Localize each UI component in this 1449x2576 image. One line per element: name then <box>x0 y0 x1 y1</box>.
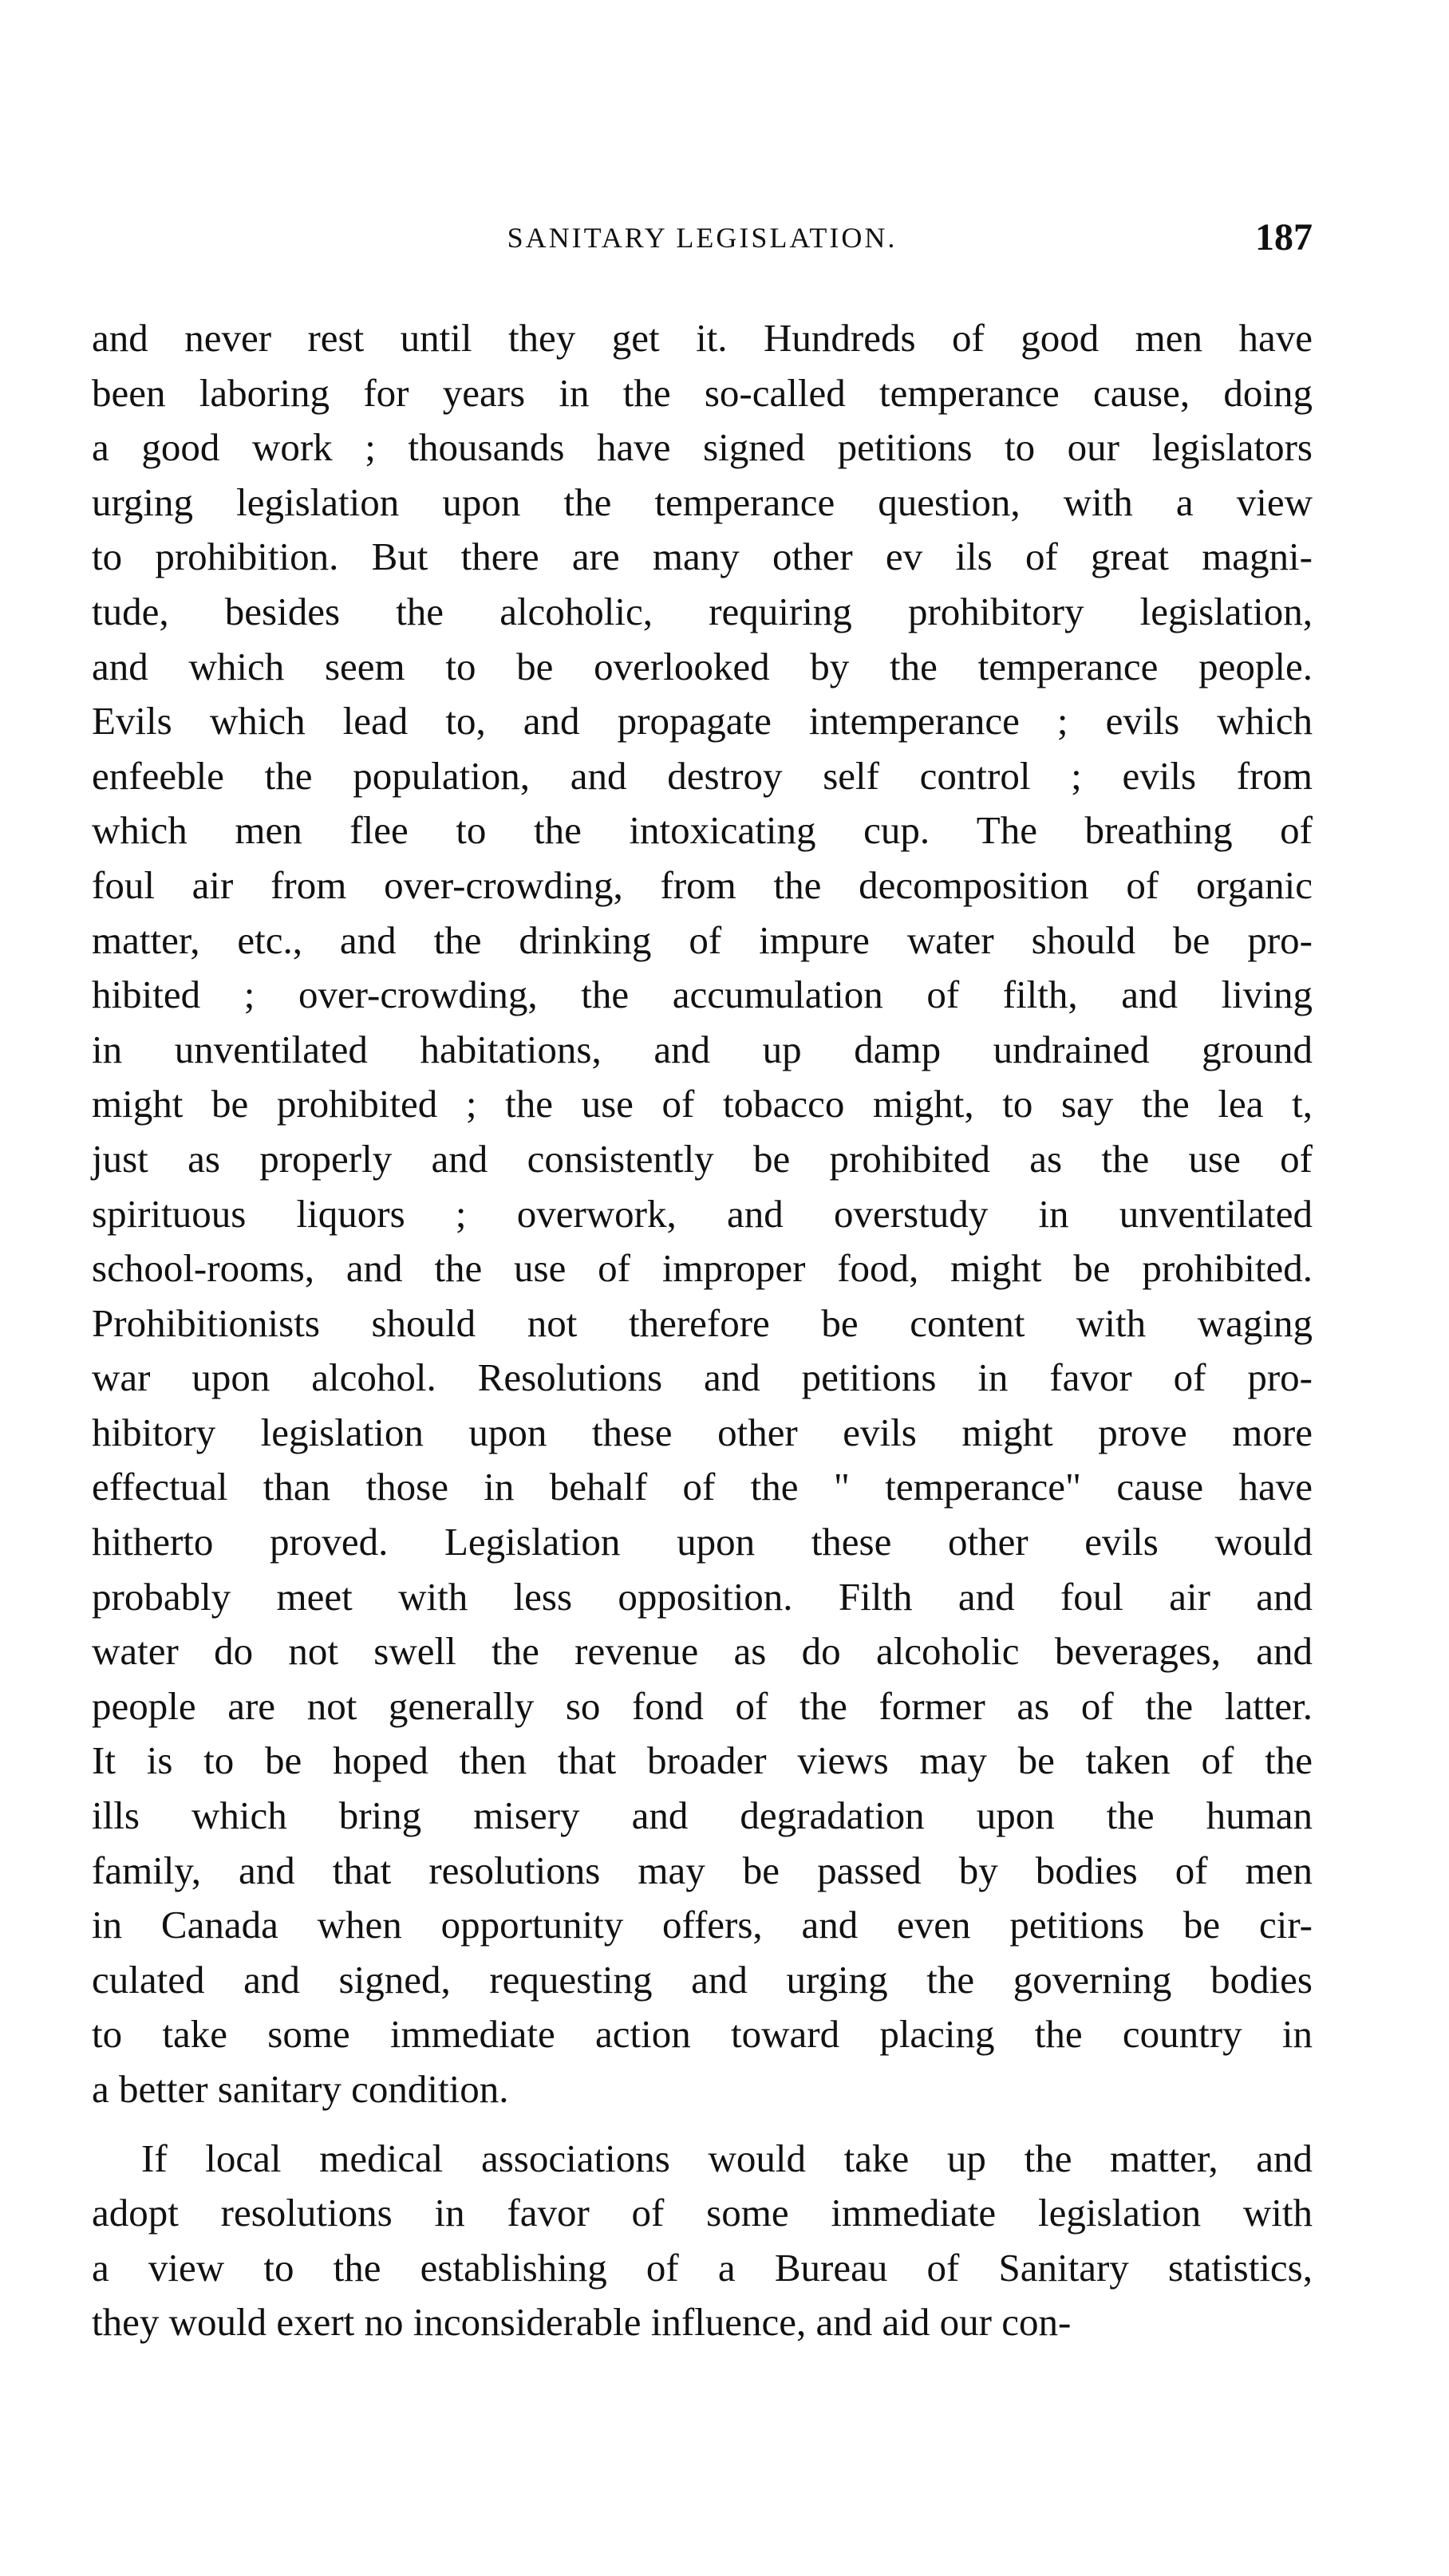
text-line: to prohibition. But there are many other ev ils of great magni- <box>92 535 1313 579</box>
text-line: war upon alcohol. Resolutions and petitions in favor of pro- <box>92 1355 1313 1400</box>
text-line: family, and that resolutions may be passed by bodies of men <box>92 1848 1313 1892</box>
text-line: hibitory legislation upon these other evils might prove more <box>92 1410 1313 1454</box>
text-line: just as properly and consistently be prohibited as the use of <box>92 1136 1313 1181</box>
text-line: water do not swell the revenue as do alcoholic beverages, and <box>92 1629 1313 1674</box>
page-number: 187 <box>1255 216 1313 258</box>
text-line: foul air from over-crowding, from the decomposition of organic <box>92 862 1313 907</box>
text-line: Evils which lead to, and propagate intemperance ; evils which <box>92 699 1313 744</box>
body-text <box>92 311 1313 2350</box>
running-head <box>92 214 1313 262</box>
text-line: Prohibitionists should not therefore be content with waging <box>92 1300 1313 1345</box>
text-line: to take some immediate action toward placing the country in <box>92 2012 1313 2057</box>
text-line: school-rooms, and the use of improper food, might be prohibited. <box>92 1246 1313 1291</box>
paragraph <box>92 2132 1313 2350</box>
running-title: SANITARY LEGISLATION. <box>507 222 898 254</box>
text-line: ills which bring misery and degradation upon the human <box>92 1793 1313 1838</box>
text-line: adopt resolutions in favor of some immediate legislation with <box>92 2191 1313 2235</box>
paragraph-gap <box>92 2117 1313 2132</box>
text-line: a view to the establishing of a Bureau of Sanitary statistics, <box>92 2245 1313 2290</box>
text-line: they would exert no inconsiderable influence, and aid our con- <box>92 2300 1072 2345</box>
text-line: urging legislation upon the temperance question, with a view <box>92 479 1313 524</box>
text-line: people are not generally so fond of the former as of the latter. <box>92 1683 1313 1728</box>
text-line: hitherto proved. Legislation upon these other evils would <box>92 1520 1313 1564</box>
text-line: hibited ; over-crowding, the accumulation of filth, and living <box>92 972 1313 1017</box>
text-line: and never rest until they get it. Hundreds of good men have <box>92 316 1313 360</box>
text-line: a good work ; thousands have signed petitions to our legislators <box>92 425 1313 470</box>
text-line: enfeeble the population, and destroy self control ; evils from <box>92 753 1313 798</box>
text-line: a better sanitary condition. <box>92 2067 509 2111</box>
text-line: tude, besides the alcoholic, requiring prohibitory legislation, <box>92 589 1313 633</box>
paragraph <box>92 311 1313 2117</box>
text-line: in Canada when opportunity offers, and even petitions be cir- <box>92 1903 1313 1947</box>
text-line: culated and signed, requesting and urging the governing bodies <box>92 1957 1313 2002</box>
text-line: If local medical associations would take up the matter, and <box>141 2136 1313 2180</box>
text-line: effectual than those in behalf of the " temperance" cause have <box>92 1465 1313 1509</box>
text-line: in unventilated habitations, and up damp undrained ground <box>92 1027 1313 1071</box>
text-line: spirituous liquors ; overwork, and overstudy in unventilated <box>92 1191 1313 1236</box>
text-line: and which seem to be overlooked by the temperance people. <box>92 644 1313 688</box>
text-line: matter, etc., and the drinking of impure water should be pro- <box>92 917 1313 962</box>
text-line: been laboring for years in the so-called temperance cause, doing <box>92 370 1313 415</box>
text-line: probably meet with less opposition. Filth and foul air and <box>92 1574 1313 1619</box>
text-line: which men flee to the intoxicating cup. The breathing of <box>92 808 1313 853</box>
text-line: It is to be hoped then that broader views may be taken of the <box>92 1738 1313 1783</box>
text-line: might be prohibited ; the use of tobacco might, to say the lea t, <box>92 1082 1313 1126</box>
